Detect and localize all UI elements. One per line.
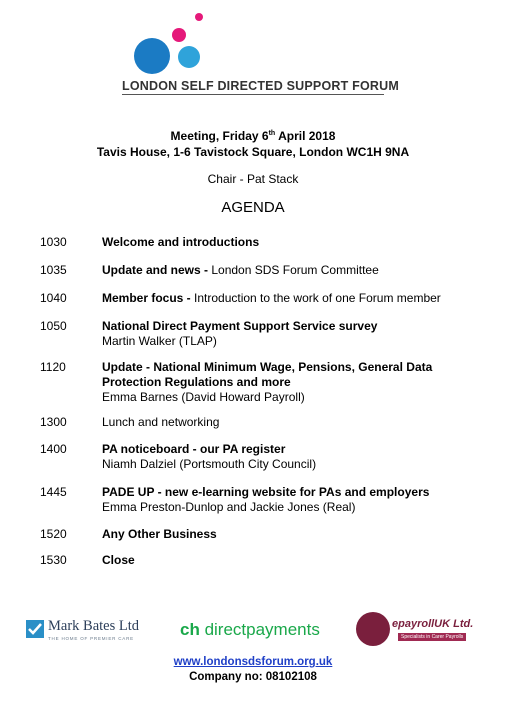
direct-payments-logo — [180, 612, 330, 648]
agenda-title-text: Welcome and introductions — [102, 235, 260, 249]
agenda-speaker: Emma Preston-Dunlop and Jackie Jones (Real) — [102, 500, 356, 514]
meeting-date: Meeting, Friday 6th April 2018 — [170, 129, 336, 143]
agenda-speaker: Martin Walker (TLAP) — [102, 334, 217, 348]
agenda-time: 1400 — [40, 442, 67, 456]
agenda-title-text: Any Other Business — [102, 527, 217, 541]
epayroll-tagline: Specialists in Carer Payrolls — [398, 633, 466, 641]
website-link[interactable]: www.londonsdsforum.org.uk — [173, 656, 333, 668]
org-name: LONDON SELF DIRECTED SUPPORT FORUM — [122, 79, 399, 93]
epayroll-emblem-icon — [356, 612, 390, 646]
agenda-speaker: Emma Barnes (David Howard Payroll) — [102, 390, 305, 404]
agenda-detail: Lunch and networking — [102, 415, 220, 429]
epayroll-name: epayrollUK Ltd. — [392, 618, 474, 630]
agenda-title-text: Member focus - — [102, 291, 195, 305]
org-name-underline — [122, 94, 384, 95]
agenda-time: 1050 — [40, 319, 67, 333]
agenda-time: 1300 — [40, 415, 67, 429]
agenda-title-text: National Direct Payment Support Service survey — [102, 319, 378, 333]
agenda-time: 1530 — [40, 553, 67, 567]
agenda-time: 1520 — [40, 527, 67, 541]
checkmark-icon — [26, 620, 44, 638]
logo-dot-pink-small — [195, 13, 203, 21]
epayroll-logo — [356, 612, 486, 648]
meeting-info — [0, 126, 506, 160]
agenda-title-text: Update and news - — [102, 263, 212, 277]
agenda-title-text: PA noticeboard - our PA register — [102, 442, 286, 456]
agenda-title-text: PADE UP - new e-learning website for PAs and employers — [102, 485, 430, 499]
direct-payments-name: ch directpayments — [180, 620, 320, 639]
logo-dot-large — [134, 38, 170, 74]
logo-dot-medium — [178, 46, 200, 68]
agenda-time: 1040 — [40, 291, 67, 305]
company-number: Company no: 08102108 — [189, 671, 317, 683]
agenda-detail: London SDS Forum Committee — [211, 263, 379, 277]
agenda-title-text: Update - National Minimum Wage, Pensions, General Data — [102, 360, 433, 374]
logo-dot-pink — [172, 28, 186, 42]
chair: Chair - Pat Stack — [207, 172, 299, 186]
mark-bates-name: Mark Bates Ltd — [48, 618, 140, 634]
meeting-venue: Tavis House, 1-6 Tavistock Square, London WC1H 9NA — [96, 145, 410, 159]
agenda-title-text-cont: Protection Regulations and more — [102, 375, 291, 389]
agenda-speaker: Niamh Dalziel (Portsmouth City Council) — [102, 457, 317, 471]
mark-bates-logo — [26, 612, 166, 648]
agenda-title: AGENDA — [221, 199, 285, 216]
agenda-time: 1030 — [40, 235, 67, 249]
mark-bates-tagline: THE HOME OF PREMIER CARE — [48, 636, 134, 641]
agenda-time: 1035 — [40, 263, 67, 277]
agenda-time: 1445 — [40, 485, 67, 499]
agenda-time: 1120 — [40, 360, 66, 374]
agenda-title-text: Close — [102, 553, 135, 567]
agenda-detail: Introduction to the work of one Forum member — [194, 291, 441, 305]
